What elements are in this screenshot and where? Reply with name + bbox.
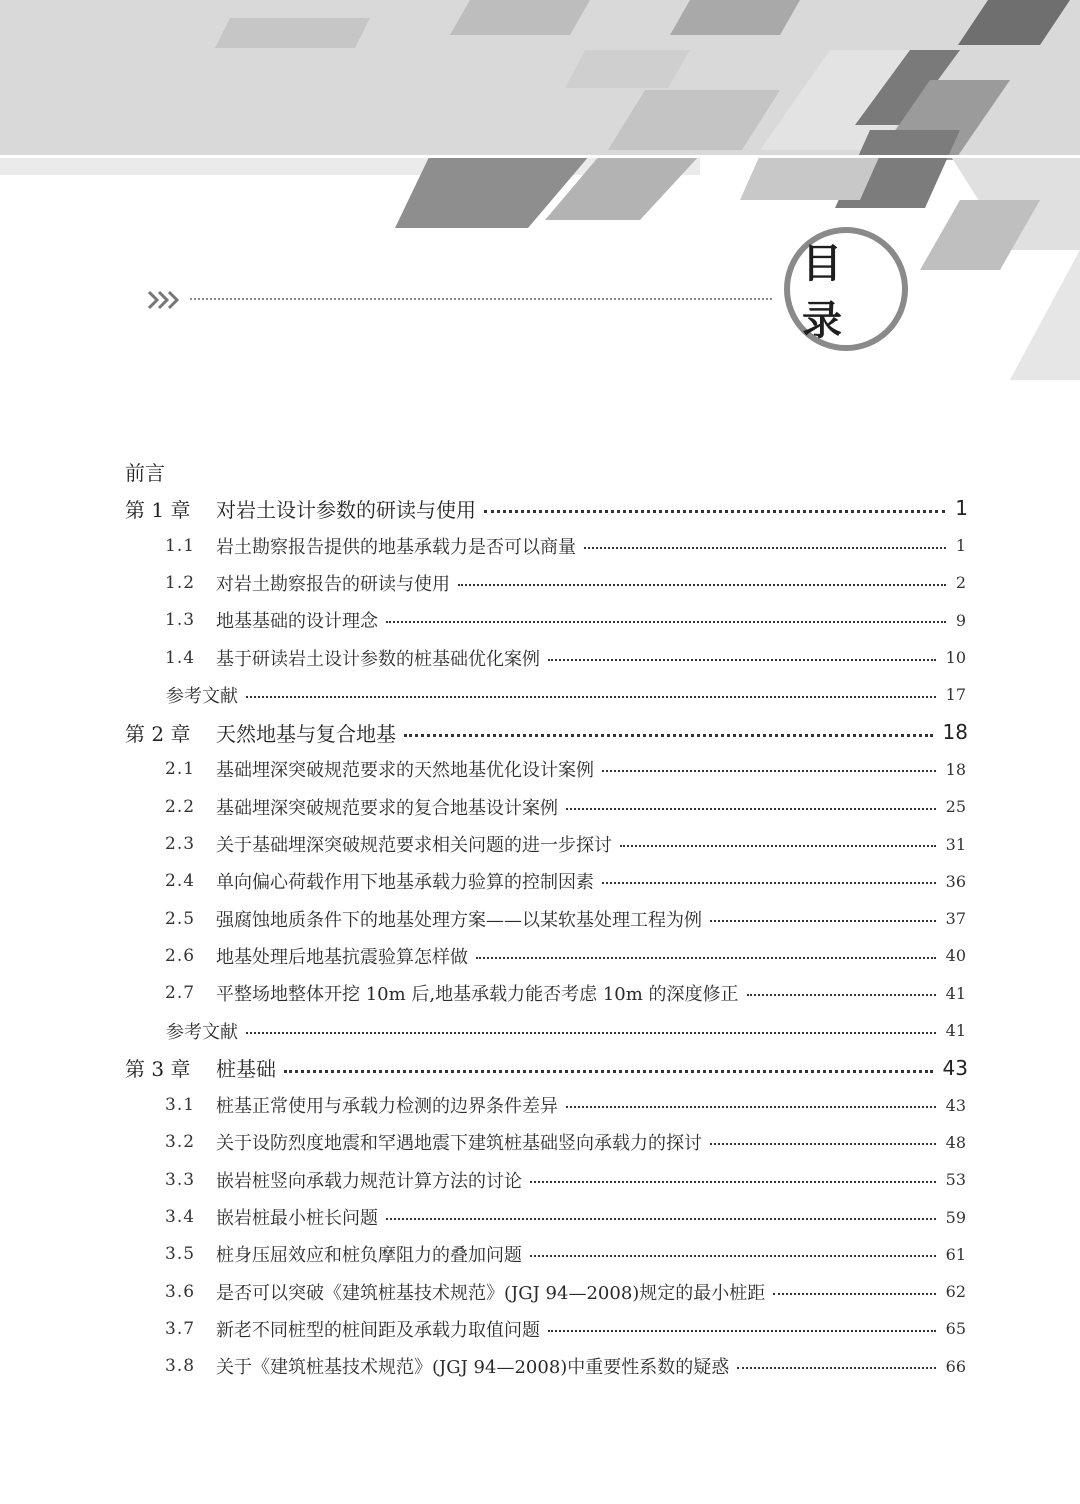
toc-leader-dots: [584, 547, 946, 549]
toc-leader-dots: [476, 957, 936, 959]
toc-entry-number: 1.2: [165, 572, 196, 593]
toc-entry-title: 桩基正常使用与承载力检测的边界条件差异: [216, 1096, 558, 1118]
toc-entry-title: 基础埋深突破规范要求的天然地基优化设计案例: [216, 760, 594, 782]
page-title: 目 录: [784, 227, 908, 351]
toc-entry-title: 嵌岩桩最小桩长问题: [216, 1208, 378, 1229]
toc-entry-title: 天然地基与复合地基: [216, 721, 396, 746]
toc-entry-title: 新老不同桩型的桩间距及承载力取值问题: [216, 1319, 540, 1341]
toc-leader-dots: [747, 994, 936, 996]
toc-page-number: 43: [945, 1095, 966, 1115]
toc-page-number: 36: [945, 871, 966, 891]
toc-entry-row[interactable]: [0, 754, 1080, 784]
toc-page-number: 18: [945, 759, 966, 779]
toc-entry-number: 2.3: [165, 834, 196, 854]
toc-page-number: 40: [945, 946, 966, 966]
toc-page-number: 43: [942, 1055, 968, 1080]
toc-entry-row[interactable]: [0, 1090, 1080, 1120]
toc-entry-row[interactable]: [0, 1239, 1080, 1269]
toc-entry-row[interactable]: [0, 1351, 1080, 1381]
toc-entry-row[interactable]: [0, 978, 1080, 1008]
toc-leader-dots: [246, 1032, 936, 1034]
toc-entry-title: 平整场地整体开挖 10m 后,地基承载力能否考虑 10m 的深度修正: [216, 984, 739, 1006]
toc-leader-dots: [566, 808, 936, 810]
toc-page-number: 17: [945, 685, 966, 705]
toc-leader-dots: [620, 845, 936, 847]
toc-entry-number: 第 2 章: [125, 721, 191, 746]
toc-leader-dots: [458, 584, 946, 586]
toc-chapter-row[interactable]: [0, 493, 1080, 523]
toc-entry-number: 2.4: [165, 871, 196, 892]
toc-page-number: 2: [955, 573, 966, 593]
toc-entry-number: 1.4: [165, 647, 196, 668]
toc-entry-title: 关于《建筑桩基技术规范》(JGJ 94—2008)中重要性系数的疑惑: [216, 1357, 730, 1379]
toc-entry-number: 3.6: [165, 1281, 196, 1302]
toc-leader-dots: [710, 1143, 936, 1145]
toc-entry-row[interactable]: [0, 568, 1080, 598]
toc-leader-dots: [386, 621, 946, 623]
toc-entry-row[interactable]: [0, 1314, 1080, 1344]
toc-page-number: 37: [945, 909, 966, 929]
header-dotted-rule: [190, 298, 772, 300]
toc-entry-number: 3.2: [165, 1132, 196, 1153]
toc-leader-dots: [602, 882, 936, 884]
toc-entry-row[interactable]: [0, 1127, 1080, 1157]
toc-entry-title: 参考文献: [166, 685, 238, 707]
toc-entry-row[interactable]: [0, 941, 1080, 971]
toc-entry-number: 3.7: [165, 1318, 196, 1339]
toc-page-number: 61: [945, 1244, 966, 1264]
toc-page-number: 65: [945, 1319, 966, 1339]
toc-chapter-row[interactable]: [0, 717, 1080, 747]
toc-entry-row[interactable]: [0, 1277, 1080, 1307]
toc-entry-row[interactable]: [0, 1202, 1080, 1232]
toc-entry-row[interactable]: [0, 605, 1080, 635]
toc-leader-dots: [404, 734, 933, 737]
chevron-arrows-icon: [147, 289, 181, 311]
toc-entry-title: 岩土勘察报告提供的地基承载力是否可以商量: [216, 536, 576, 558]
toc-leader-dots: [530, 1181, 936, 1183]
toc-entry-title: 桩身压屈效应和桩负摩阻力的叠加问题: [216, 1245, 522, 1267]
toc-leader-dots: [548, 659, 936, 661]
toc-entry-number: 1.1: [165, 535, 196, 556]
toc-page-number: 1: [955, 496, 968, 521]
toc-entry-row[interactable]: [0, 643, 1080, 673]
toc-leader-dots: [602, 770, 936, 772]
toc-page-number: 59: [945, 1207, 966, 1227]
toc-chapter-row[interactable]: [0, 1053, 1080, 1083]
toc-entry-row[interactable]: [0, 680, 1080, 710]
toc-entry-title: 嵌岩桩竖向承载力规范计算方法的讨论: [216, 1170, 522, 1192]
toc-page-number: 18: [942, 720, 968, 745]
toc-entry-title: 基于研读岩土设计参数的桩基础优化案例: [216, 648, 540, 670]
toc-entry-title: 关于基础埋深突破规范要求相关问题的进一步探讨: [216, 835, 612, 856]
toc-entry-row[interactable]: [0, 904, 1080, 934]
toc-entry-title: 前言: [125, 460, 165, 485]
toc-entry-title: 对岩土设计参数的研读与使用: [216, 497, 476, 522]
toc-entry-number: 第 1 章: [125, 497, 191, 522]
toc-leader-dots: [773, 1293, 935, 1295]
toc-entry-title: 强腐蚀地质条件下的地基处理方案——以某软基处理工程为例: [216, 909, 702, 931]
toc-page-number: 62: [945, 1282, 966, 1302]
toc-leader-dots: [566, 1106, 936, 1108]
toc-entry-number: 3.8: [165, 1356, 196, 1377]
toc-entry-title: 是否可以突破《建筑桩基技术规范》(JGJ 94—2008)规定的最小桩距: [216, 1282, 766, 1304]
toc-entry-number: 2.1: [165, 759, 196, 780]
toc-entry-number: 1.3: [165, 610, 196, 631]
toc-page-number: 9: [955, 610, 966, 630]
toc-leader-dots: [484, 510, 945, 513]
toc-entry-title: 地基基础的设计理念: [216, 611, 378, 633]
toc-leader-dots: [710, 920, 936, 922]
toc-entry-number: 2.2: [165, 796, 196, 817]
toc-entry-number: 3.3: [165, 1169, 196, 1190]
toc-entry-title: 关于设防烈度地震和罕遇地震下建筑桩基础竖向承载力的探讨: [216, 1133, 702, 1155]
toc-leader-dots: [530, 1255, 936, 1257]
toc-entry-number: 2.5: [165, 908, 196, 929]
toc-entry-row[interactable]: [0, 456, 1080, 486]
toc-entry-row[interactable]: [0, 531, 1080, 561]
toc-entry-number: 2.7: [165, 983, 196, 1004]
toc-page-number: 41: [945, 983, 966, 1003]
toc-page-number: 41: [945, 1021, 966, 1040]
toc-entry-row[interactable]: [0, 1016, 1080, 1046]
toc-entry-title: 基础埋深突破规范要求的复合地基设计案例: [216, 797, 558, 819]
toc-page-number: 25: [945, 797, 966, 817]
toc-page-number: 31: [945, 834, 966, 854]
toc-page-number: 10: [945, 648, 966, 667]
toc-entry-number: 2.6: [165, 945, 196, 966]
toc-entry-title: 对岩土勘察报告的研读与使用: [216, 573, 450, 595]
toc-page-number: 66: [945, 1356, 966, 1376]
toc-entry-number: 3.5: [165, 1244, 196, 1265]
toc-entry-number: 3.4: [165, 1207, 196, 1227]
toc-leader-dots: [246, 696, 936, 698]
toc-entry-row[interactable]: [0, 792, 1080, 822]
header-banner-graphic: [0, 0, 1080, 380]
toc-entry-row[interactable]: [0, 866, 1080, 896]
toc-leader-dots: [284, 1070, 933, 1073]
toc-page-number: 53: [945, 1170, 966, 1190]
toc-entry-title: 地基处理后地基抗震验算怎样做: [216, 946, 468, 968]
toc-entry-number: 3.1: [165, 1095, 196, 1116]
toc-entry-title: 桩基础: [216, 1057, 276, 1082]
toc-entry-number: 第 3 章: [125, 1057, 191, 1082]
toc-leader-dots: [548, 1330, 936, 1332]
toc-page-number: 1: [955, 536, 966, 556]
toc-leader-dots: [386, 1218, 936, 1220]
toc-leader-dots: [737, 1367, 935, 1369]
toc-entry-title: 参考文献: [166, 1021, 238, 1043]
toc-entry-row[interactable]: [0, 1165, 1080, 1195]
toc-page-number: 48: [945, 1132, 966, 1152]
toc-entry-title: 单向偏心荷载作用下地基承载力验算的控制因素: [216, 872, 594, 894]
toc-entry-row[interactable]: [0, 829, 1080, 859]
